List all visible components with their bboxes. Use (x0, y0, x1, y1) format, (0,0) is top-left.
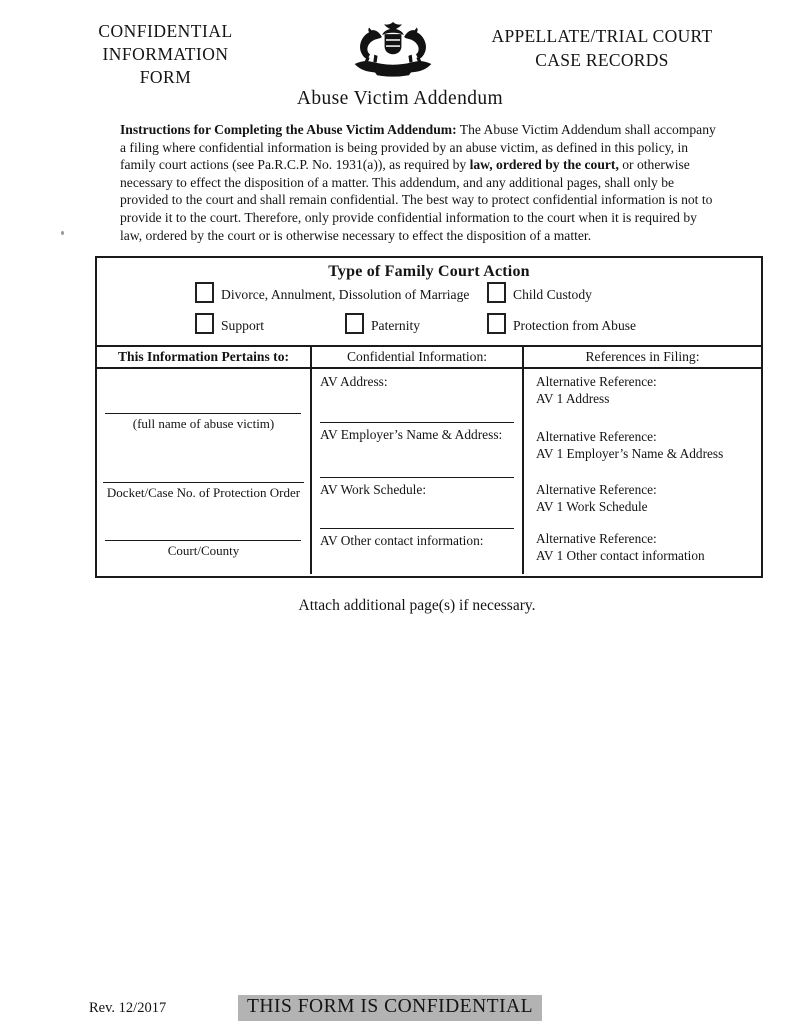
pertains-to-column (97, 369, 312, 574)
option-protection-from-abuse (487, 313, 636, 334)
references-column (524, 369, 761, 574)
court-action-section (97, 258, 761, 347)
header-references-in-filing: References in Filing: (585, 349, 700, 364)
support-checkbox-label: Support (221, 317, 265, 333)
av-employer-label: AV Employer’s Name & Address: (320, 427, 503, 442)
scan-speck (61, 231, 64, 235)
reference-title: Alternative Reference: (536, 531, 657, 546)
court-county-label: Court/County (167, 543, 240, 558)
av-work-schedule-label: AV Work Schedule: (320, 482, 427, 497)
reference-employer (536, 429, 723, 462)
confidential-notice: THIS FORM IS CONFIDENTIAL (247, 996, 534, 1017)
form-name-line: FORM (139, 67, 192, 87)
support-checkbox[interactable] (195, 313, 214, 334)
protection-from-abuse-checkbox[interactable] (487, 313, 506, 334)
reference-title: Alternative Reference: (536, 429, 657, 444)
paternity-checkbox[interactable] (345, 313, 364, 334)
attach-note: Attach additional page(s) if necessary. (298, 597, 536, 614)
form-name-line: CONFIDENTIAL (98, 21, 233, 41)
instructions-body: or otherwise necessary to effect the disposition of a matter. This addendum, and any additional pages, shall only be provided to the court and shall remain confidential. The best way to protect confidential information is not to provide it to the court. Therefore, only provide confidential information to the court when it is required by law, ordered by the court or is otherwise necessary to effect the disposition of a matter. (120, 157, 713, 243)
child-custody-checkbox[interactable] (487, 282, 506, 303)
revision-date: Rev. 12/2017 (89, 1000, 167, 1016)
option-paternity (345, 313, 420, 334)
reference-value: AV 1 Work Schedule (536, 498, 648, 514)
court-county-field[interactable] (105, 540, 301, 541)
av-address-field[interactable] (320, 422, 514, 423)
option-divorce (195, 282, 469, 303)
instructions-paragraph (120, 121, 721, 244)
av-work-schedule-field[interactable] (320, 528, 514, 529)
option-child-custody (487, 282, 592, 303)
docket-number-field[interactable] (103, 482, 304, 483)
reference-work-schedule (536, 482, 657, 515)
reference-title: Alternative Reference: (536, 374, 657, 389)
child-custody-checkbox-label: Child Custody (513, 286, 592, 302)
reference-other-contact (536, 531, 705, 564)
divorce-checkbox-label: Divorce, Annulment, Dissolution of Marriage (221, 286, 470, 302)
instructions-body: The Abuse Victim Addendum shall accompany a filing where confidential information is being provided by an abuse victim, as defined in this policy, in family court actions (see Pa.R.C.P. No. 1931(a)), as required by (120, 122, 716, 173)
table-header-row (97, 347, 761, 369)
protection-from-abuse-checkbox-label: Protection from Abuse (513, 317, 637, 333)
form-name-line: INFORMATION (102, 44, 229, 64)
av-address-label: AV Address: (320, 374, 388, 389)
av-other-contact-label: AV Other contact information: (320, 533, 484, 548)
instructions-lead: Instructions for Completing the Abuse Victim Addendum: (120, 122, 457, 137)
header-pertains-to: This Information Pertains to: (97, 347, 312, 367)
reference-value: AV 1 Other contact information (536, 547, 705, 563)
court-records-line: APPELLATE/TRIAL COURT (491, 26, 713, 46)
full-name-field[interactable] (105, 413, 301, 414)
pennsylvania-coat-of-arms-icon (346, 21, 440, 79)
addendum-title: Abuse Victim Addendum (296, 88, 504, 109)
court-records-title (468, 24, 736, 72)
reference-value: AV 1 Address (536, 390, 610, 406)
av-employer-field[interactable] (320, 477, 514, 478)
divorce-checkbox[interactable] (195, 282, 214, 303)
confidential-highlight (238, 995, 542, 1021)
table-body (97, 369, 761, 574)
full-name-label: (full name of abuse victim) (132, 416, 275, 431)
confidential-information-column (312, 369, 524, 574)
reference-address (536, 374, 657, 407)
court-action-title: Type of Family Court Action (328, 263, 530, 280)
paternity-checkbox-label: Paternity (371, 317, 421, 333)
court-records-line: CASE RECORDS (535, 50, 669, 70)
form-name-title (78, 20, 253, 89)
option-support (195, 313, 264, 334)
reference-value: AV 1 Employer’s Name & Address (536, 445, 724, 461)
header-confidential-information: Confidential Information: (312, 347, 524, 367)
docket-number-label: Docket/Case No. of Protection Order (106, 485, 301, 500)
form-table (95, 256, 763, 578)
reference-title: Alternative Reference: (536, 482, 657, 497)
instructions-bold-phrase: law, ordered by the court, (469, 157, 619, 173)
